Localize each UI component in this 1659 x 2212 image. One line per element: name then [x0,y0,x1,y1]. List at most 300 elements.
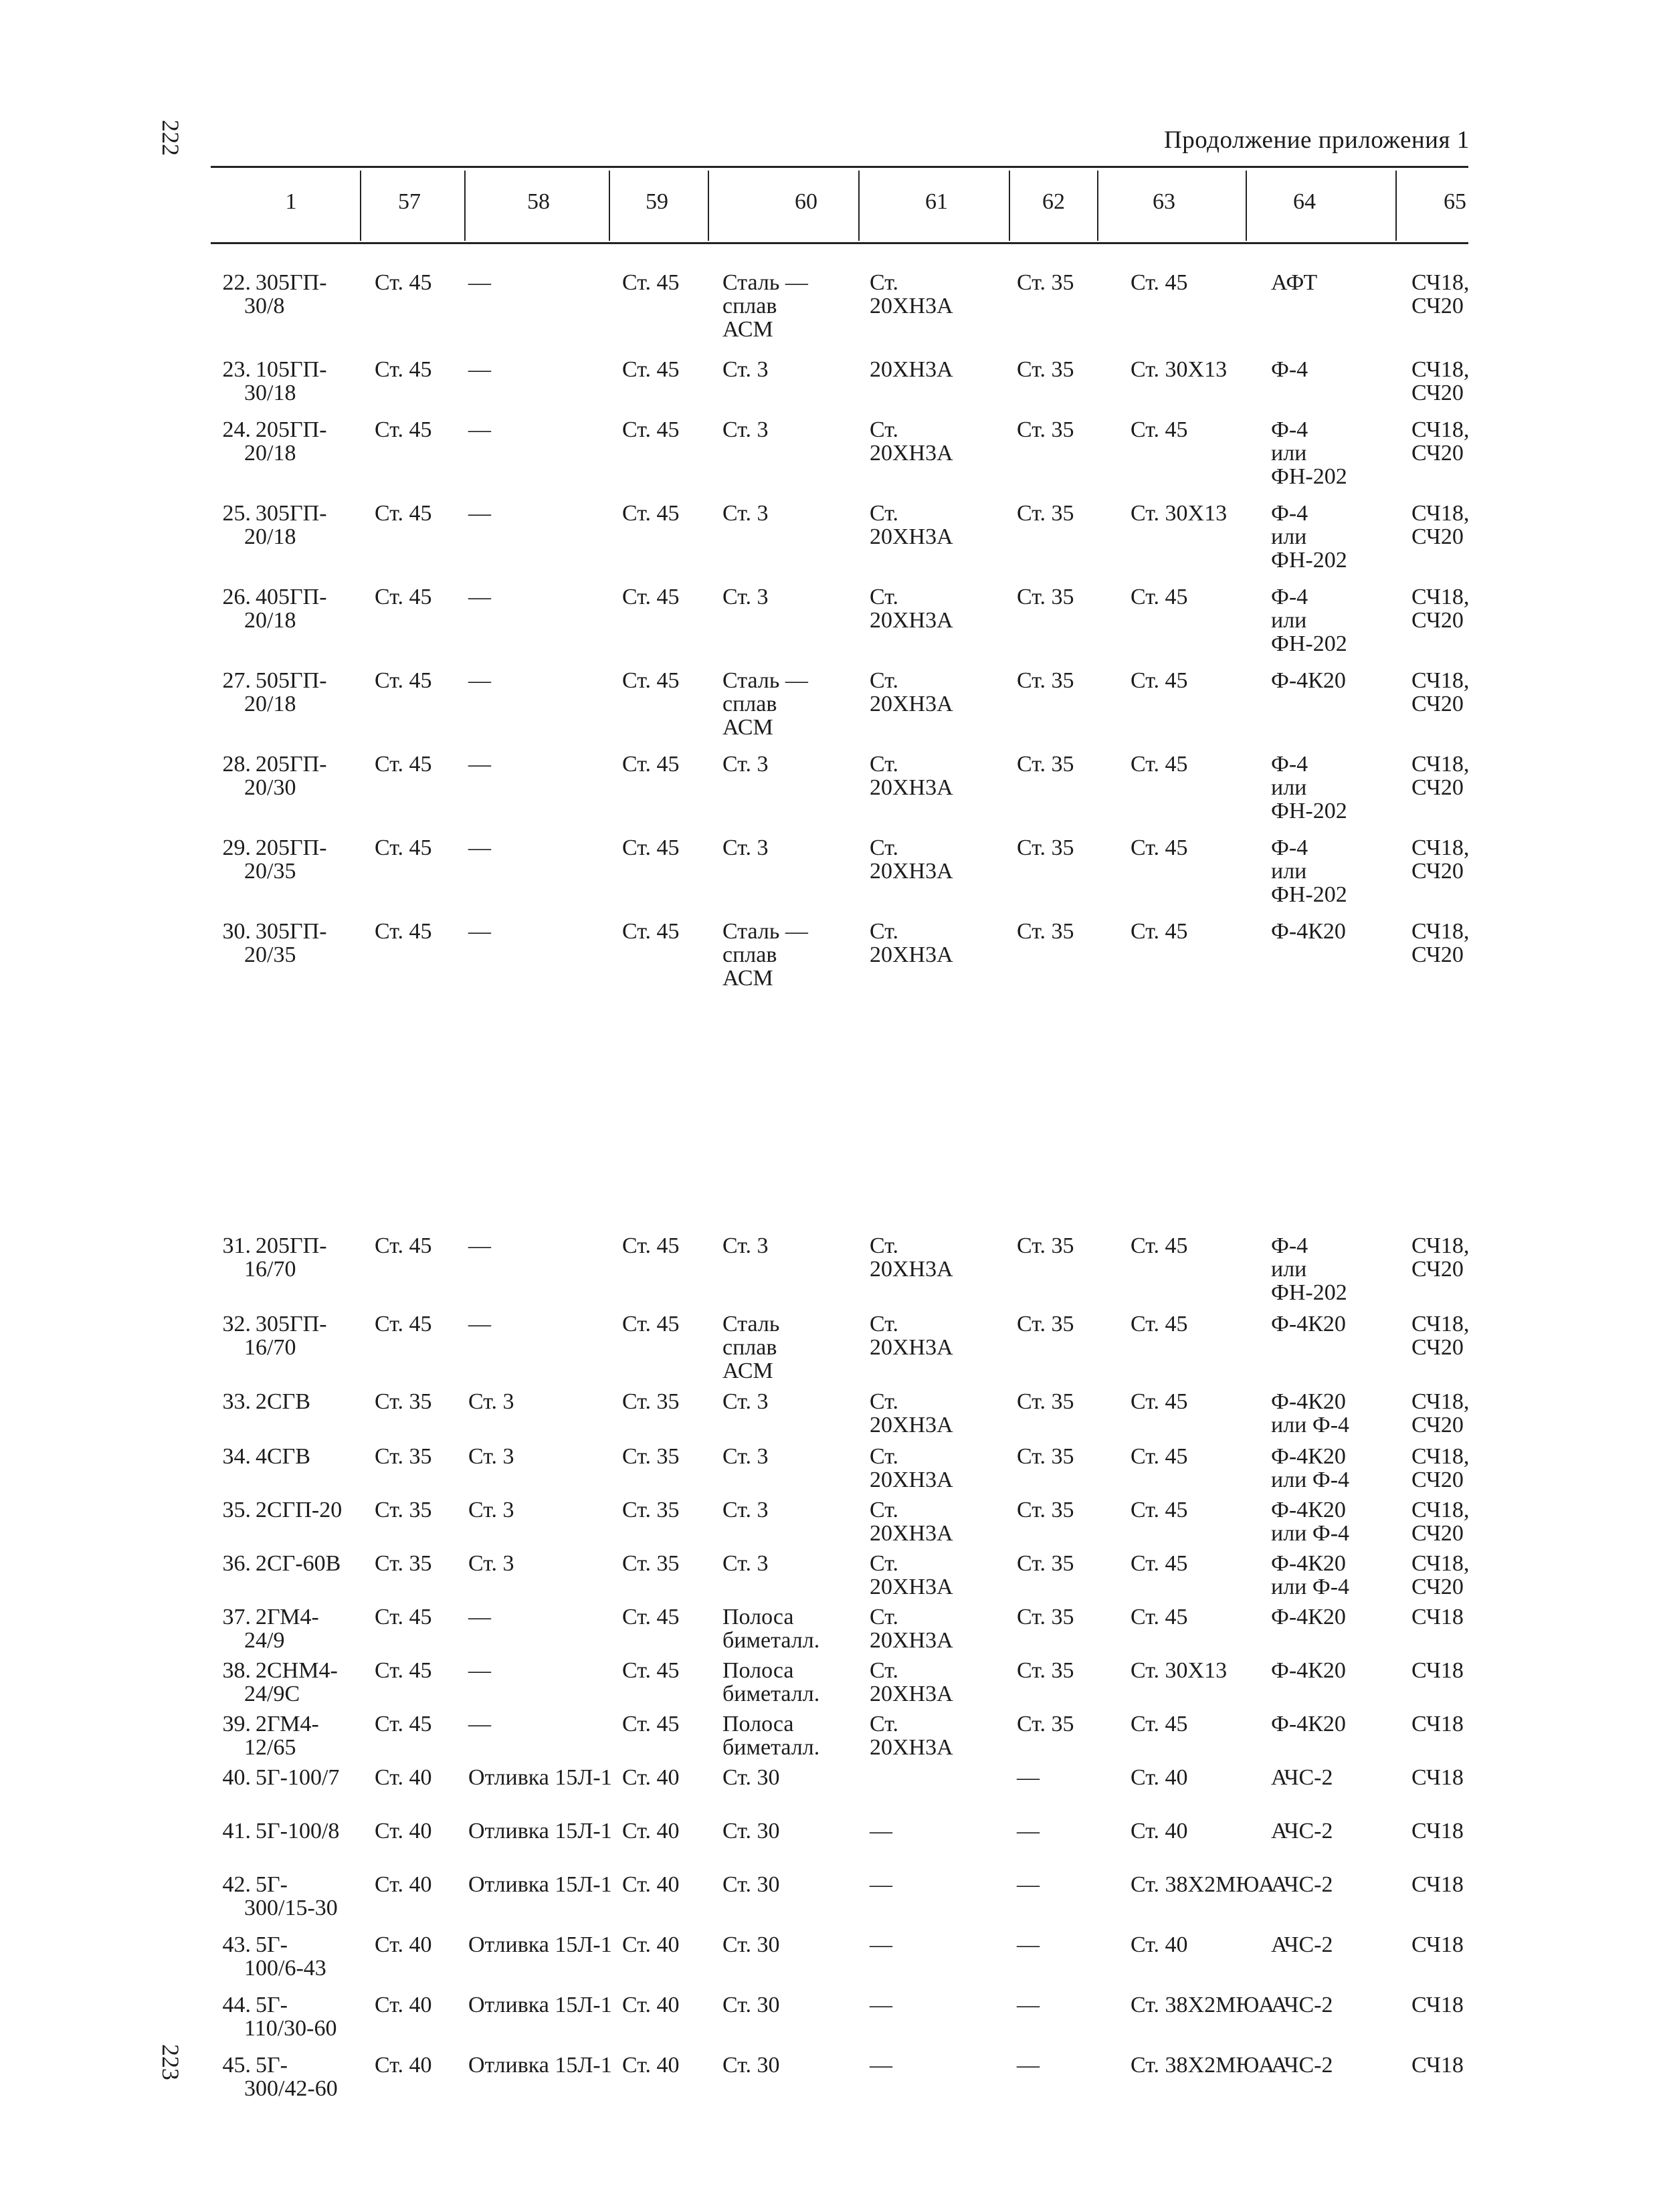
cell-col-61: 20ХН3А [870,524,953,549]
product-name: 20/35 [244,942,296,967]
product-name: 4СГВ [256,1444,311,1469]
cell-col-64: АЧС-2 [1271,1872,1333,1897]
cell-col-59: Ст. 45 [622,1312,680,1336]
cell-col-63: Ст. 45 [1131,919,1188,944]
cell-col-64: Ф-4 [1271,501,1308,526]
cell-col-59: Ст. 40 [622,1819,680,1843]
cell-col-65: СЧ18 [1411,1819,1464,1843]
cell-col-63: Ст. 30Х13 [1131,357,1228,382]
cell-col-65: СЧ20 [1411,1257,1464,1282]
cell-col-58: Отливка 15Л-1 [468,1993,612,2017]
product-name: 305ГП- [256,270,327,295]
cell-col-57: Ст. 45 [375,270,432,295]
cell-col-63: Ст. 45 [1131,1605,1188,1629]
cell-col-61: 20ХН3А [870,1335,953,1360]
cell-col-61: — [870,1819,892,1843]
cell-col-63: Ст. 45 [1131,1312,1188,1336]
cell-col-62: Ст. 35 [1017,668,1074,693]
cell-col-61: — [870,2053,892,2078]
cell-col-57: Ст. 40 [375,1932,432,1957]
cell-col-65: СЧ20 [1411,692,1464,716]
product-name: 105ГП- [256,357,327,382]
cell-col-65: СЧ18, [1411,270,1470,295]
cell-col-63: Ст. 40 [1131,1819,1188,1843]
cell-col-57: Ст. 45 [375,585,432,609]
cell-col-61: — [870,1932,892,1957]
cell-col-63: Ст. 30Х13 [1131,1658,1228,1683]
cell-col-65: СЧ18, [1411,501,1470,526]
cell-col-62: — [1017,1872,1040,1897]
cell-col-61: Ст. [870,1712,899,1736]
column-header-1: 1 [285,189,297,214]
row-number: 30. [222,919,251,944]
cell-col-60: сплав [722,1335,777,1360]
cell-col-61: 20ХН3А [870,692,953,716]
cell-col-59: Ст. 45 [622,919,680,944]
cell-col-63: Ст. 45 [1131,1389,1188,1414]
cell-col-64: или Ф-4 [1271,1468,1350,1492]
row-number: 40. [222,1765,251,1790]
cell-col-60: Ст. 3 [722,357,769,382]
product-name: 2СГП-20 [256,1498,343,1522]
cell-col-65: СЧ20 [1411,1575,1464,1599]
row-number: 29. [222,835,251,860]
cell-col-65: СЧ20 [1411,942,1464,967]
product-name: 2СНМ4- [256,1658,338,1683]
cell-col-64: АЧС-2 [1271,1993,1333,2017]
cell-col-63: Ст. 45 [1131,1712,1188,1736]
cell-col-58: — [468,417,491,442]
cell-col-64: или Ф-4 [1271,1575,1350,1599]
cell-col-59: Ст. 35 [622,1389,680,1414]
column-divider [708,171,709,241]
cell-col-57: Ст. 45 [375,1233,432,1258]
cell-col-64: Ф-4К20 [1271,1712,1346,1736]
cell-col-59: Ст. 45 [622,1712,680,1736]
cell-col-64: Ф-4 [1271,357,1308,382]
cell-col-59: Ст. 45 [622,270,680,295]
cell-col-62: Ст. 35 [1017,1444,1074,1469]
cell-col-61: 20ХН3А [870,357,953,382]
cell-col-60: Ст. 3 [722,417,769,442]
column-divider [1246,171,1247,241]
cell-col-58: — [468,1312,491,1336]
column-header-59: 59 [646,189,668,214]
column-header-58: 58 [527,189,550,214]
cell-col-64: АЧС-2 [1271,1765,1333,1790]
cell-col-58: — [468,1605,491,1629]
cell-col-57: Ст. 45 [375,501,432,526]
cell-col-60: Ст. 3 [722,752,769,777]
cell-col-59: Ст. 45 [622,752,680,777]
cell-col-64: Ф-4 [1271,1233,1308,1258]
cell-col-64: или [1271,775,1307,800]
cell-col-65: СЧ20 [1411,1521,1464,1546]
cell-col-64: Ф-4К20 [1271,1444,1346,1469]
cell-col-62: — [1017,1993,1040,2017]
row-number: 26. [222,585,251,609]
column-divider [1395,171,1397,241]
cell-col-61: 20ХН3А [870,1257,953,1282]
cell-col-57: Ст. 45 [375,1658,432,1683]
cell-col-57: Ст. 40 [375,1872,432,1897]
cell-col-64: АЧС-2 [1271,2053,1333,2078]
cell-col-64: Ф-4К20 [1271,1551,1346,1576]
cell-col-64: Ф-4К20 [1271,1498,1346,1522]
cell-col-62: Ст. 35 [1017,1312,1074,1336]
product-name: 16/70 [244,1257,296,1282]
cell-col-61: Ст. [870,1658,899,1683]
cell-col-63: Ст. 45 [1131,585,1188,609]
cell-col-62: Ст. 35 [1017,1233,1074,1258]
cell-col-58: Отливка 15Л-1 [468,1819,612,1843]
cell-col-64: ФН-202 [1271,548,1347,573]
cell-col-60: Сталь — [722,919,808,944]
cell-col-61: 20ХН3А [870,1468,953,1492]
cell-col-62: — [1017,1819,1040,1843]
cell-col-64: Ф-4 [1271,835,1308,860]
cell-col-60: Полоса [722,1712,794,1736]
cell-col-61: 20ХН3А [870,294,953,318]
row-number: 25. [222,501,251,526]
cell-col-65: СЧ18, [1411,417,1470,442]
cell-col-64: Ф-4К20 [1271,668,1346,693]
cell-col-64: АЧС-2 [1271,1932,1333,1957]
row-number: 36. [222,1551,251,1576]
cell-col-58: Отливка 15Л-1 [468,2053,612,2078]
cell-col-57: Ст. 45 [375,668,432,693]
cell-col-57: Ст. 40 [375,2053,432,2078]
row-number: 39. [222,1712,251,1736]
cell-col-64: или [1271,608,1307,633]
cell-col-58: Отливка 15Л-1 [468,1932,612,1957]
cell-col-58: Ст. 3 [468,1389,514,1414]
bottom-page-number: 223 [157,2044,184,2080]
cell-col-59: Ст. 40 [622,1932,680,1957]
cell-col-62: Ст. 35 [1017,1658,1074,1683]
product-name: 20/18 [244,608,296,633]
cell-col-65: СЧ20 [1411,775,1464,800]
cell-col-64: Ф-4К20 [1271,919,1346,944]
cell-col-60: Ст. 3 [722,1389,769,1414]
continuation-title: Продолжение приложения 1 [1164,126,1470,154]
cell-col-61: 20ХН3А [870,859,953,884]
cell-col-60: сплав [722,692,777,716]
cell-col-61: Ст. [870,501,899,526]
cell-col-57: Ст. 35 [375,1551,432,1576]
cell-col-61: Ст. [870,1233,899,1258]
product-name: 20/30 [244,775,296,800]
cell-col-65: СЧ20 [1411,608,1464,633]
cell-col-64: или Ф-4 [1271,1521,1350,1546]
cell-col-60: Сталь [722,1312,780,1336]
cell-col-63: Ст. 38Х2МЮА [1131,1872,1275,1897]
table-top-rule [211,166,1468,168]
cell-col-63: Ст. 38Х2МЮА [1131,1993,1275,2017]
row-number: 27. [222,668,251,693]
cell-col-62: — [1017,1932,1040,1957]
cell-col-58: Отливка 15Л-1 [468,1765,612,1790]
cell-col-60: АСМ [722,317,773,342]
cell-col-64: Ф-4К20 [1271,1312,1346,1336]
cell-col-65: СЧ20 [1411,381,1464,405]
cell-col-57: Ст. 45 [375,835,432,860]
product-name: 5Г-100/8 [256,1819,340,1843]
cell-col-59: Ст. 45 [622,357,680,382]
product-name: 16/70 [244,1335,296,1360]
cell-col-61: Ст. [870,270,899,295]
cell-col-65: СЧ18 [1411,1872,1464,1897]
product-name: 5Г- [256,1993,288,2017]
cell-col-58: — [468,1658,491,1683]
cell-col-58: — [468,585,491,609]
cell-col-62: Ст. 35 [1017,1605,1074,1629]
row-number: 43. [222,1932,251,1957]
cell-col-60: сплав [722,294,777,318]
cell-col-57: Ст. 45 [375,1712,432,1736]
cell-col-57: Ст. 45 [375,417,432,442]
cell-col-65: СЧ18 [1411,1605,1464,1629]
product-name: 305ГП- [256,501,327,526]
cell-col-57: Ст. 35 [375,1389,432,1414]
cell-col-60: АСМ [722,966,773,991]
cell-col-59: Ст. 45 [622,501,680,526]
cell-col-57: Ст. 45 [375,1605,432,1629]
product-name: 2СГ-60В [256,1551,341,1576]
cell-col-65: СЧ18 [1411,1932,1464,1957]
cell-col-63: Ст. 45 [1131,668,1188,693]
row-number: 31. [222,1233,251,1258]
cell-col-61: Ст. [870,1605,899,1629]
product-name: 205ГП- [256,417,327,442]
cell-col-57: Ст. 45 [375,752,432,777]
cell-col-65: СЧ18, [1411,1498,1470,1522]
cell-col-61: 20ХН3А [870,1628,953,1653]
product-name: 305ГП- [256,1312,327,1336]
cell-col-65: СЧ18, [1411,1551,1470,1576]
product-name: 5Г- [256,1872,288,1897]
column-header-65: 65 [1444,189,1466,214]
cell-col-65: СЧ18 [1411,1993,1464,2017]
cell-col-63: Ст. 45 [1131,417,1188,442]
column-header-61: 61 [925,189,948,214]
product-name: 2ГМ4- [256,1605,319,1629]
cell-col-64: ФН-202 [1271,631,1347,656]
cell-col-59: Ст. 45 [622,835,680,860]
cell-col-65: СЧ18 [1411,1712,1464,1736]
cell-col-60: Ст. 3 [722,1551,769,1576]
cell-col-61: 20ХН3А [870,608,953,633]
row-number: 38. [222,1658,251,1683]
cell-col-61: Ст. [870,417,899,442]
column-header-64: 64 [1293,189,1316,214]
cell-col-60: Ст. 3 [722,1233,769,1258]
cell-col-62: Ст. 35 [1017,919,1074,944]
cell-col-57: Ст. 45 [375,919,432,944]
cell-col-60: Полоса [722,1605,794,1629]
row-number: 37. [222,1605,251,1629]
column-divider [360,171,361,241]
cell-col-65: СЧ20 [1411,441,1464,466]
cell-col-58: — [468,835,491,860]
product-name: 505ГП- [256,668,327,693]
cell-col-58: Ст. 3 [468,1444,514,1469]
cell-col-57: Ст. 40 [375,1765,432,1790]
top-page-number: 222 [157,120,184,156]
cell-col-61: 20ХН3А [870,775,953,800]
row-number: 24. [222,417,251,442]
cell-col-63: Ст. 40 [1131,1765,1188,1790]
cell-col-59: Ст. 40 [622,2053,680,2078]
cell-col-62: Ст. 35 [1017,1551,1074,1576]
cell-col-59: Ст. 45 [622,1233,680,1258]
column-divider [609,171,610,241]
cell-col-65: СЧ18, [1411,1389,1470,1414]
cell-col-62: Ст. 35 [1017,501,1074,526]
cell-col-65: СЧ20 [1411,1335,1464,1360]
product-name: 2ГМ4- [256,1712,319,1736]
cell-col-59: Ст. 35 [622,1444,680,1469]
cell-col-65: СЧ18, [1411,1312,1470,1336]
cell-col-64: Ф-4К20 [1271,1389,1346,1414]
cell-col-65: СЧ18, [1411,835,1470,860]
cell-col-61: Ст. [870,1389,899,1414]
product-name: 300/42-60 [244,2076,338,2101]
cell-col-59: Ст. 45 [622,417,680,442]
cell-col-63: Ст. 30Х13 [1131,501,1228,526]
row-number: 35. [222,1498,251,1522]
cell-col-59: Ст. 35 [622,1551,680,1576]
cell-col-65: СЧ18, [1411,668,1470,693]
cell-col-60: биметалл. [722,1735,820,1760]
cell-col-65: СЧ18, [1411,752,1470,777]
cell-col-65: СЧ18, [1411,585,1470,609]
cell-col-63: Ст. 45 [1131,1498,1188,1522]
cell-col-64: Ф-4 [1271,585,1308,609]
product-name: 5Г- [256,2053,288,2078]
cell-col-60: Ст. 30 [722,1872,780,1897]
cell-col-57: Ст. 40 [375,1993,432,2017]
cell-col-62: — [1017,1765,1040,1790]
cell-col-60: биметалл. [722,1682,820,1706]
table-header-rule [211,242,1468,244]
cell-col-65: СЧ20 [1411,1413,1464,1437]
cell-col-65: СЧ20 [1411,524,1464,549]
row-number: 23. [222,357,251,382]
cell-col-65: СЧ18, [1411,919,1470,944]
cell-col-59: Ст. 35 [622,1498,680,1522]
cell-col-60: Ст. 3 [722,1498,769,1522]
cell-col-57: Ст. 40 [375,1819,432,1843]
cell-col-59: Ст. 45 [622,1658,680,1683]
column-header-57: 57 [398,189,421,214]
product-name: 110/30-60 [244,2016,337,2041]
product-name: 405ГП- [256,585,327,609]
cell-col-57: Ст. 45 [375,357,432,382]
row-number: 28. [222,752,251,777]
column-header-63: 63 [1153,189,1175,214]
row-number: 22. [222,270,251,295]
cell-col-62: Ст. 35 [1017,357,1074,382]
row-number: 32. [222,1312,251,1336]
product-name: 20/18 [244,524,296,549]
column-divider [1097,171,1098,241]
cell-col-65: СЧ18, [1411,357,1470,382]
cell-col-59: Ст. 45 [622,585,680,609]
cell-col-62: Ст. 35 [1017,585,1074,609]
cell-col-58: — [468,752,491,777]
cell-col-63: Ст. 45 [1131,1233,1188,1258]
product-name: 30/8 [244,294,285,318]
row-number: 34. [222,1444,251,1469]
cell-col-63: Ст. 38Х2МЮА [1131,2053,1275,2078]
cell-col-64: Ф-4 [1271,752,1308,777]
cell-col-62: Ст. 35 [1017,752,1074,777]
cell-col-65: СЧ18 [1411,1658,1464,1683]
product-name: 20/18 [244,441,296,466]
cell-col-60: Ст. 3 [722,585,769,609]
cell-col-61: Ст. [870,752,899,777]
cell-col-58: Ст. 3 [468,1498,514,1522]
column-header-62: 62 [1042,189,1065,214]
product-name: 2СГВ [256,1389,311,1414]
cell-col-60: АСМ [722,715,773,740]
cell-col-63: Ст. 40 [1131,1932,1188,1957]
cell-col-57: Ст. 35 [375,1444,432,1469]
product-name: 205ГП- [256,752,327,777]
product-name: 205ГП- [256,1233,327,1258]
cell-col-61: 20ХН3А [870,1735,953,1760]
row-number: 44. [222,1993,251,2017]
cell-col-60: Сталь — [722,270,808,295]
cell-col-62: Ст. 35 [1017,1712,1074,1736]
cell-col-64: или [1271,1257,1307,1282]
cell-col-59: Ст. 40 [622,1872,680,1897]
cell-col-61: Ст. [870,585,899,609]
product-name: 30/18 [244,381,296,405]
cell-col-64: АЧС-2 [1271,1819,1333,1843]
product-name: 12/65 [244,1735,296,1760]
row-number: 41. [222,1819,251,1843]
cell-col-64: или [1271,441,1307,466]
cell-col-60: Ст. 30 [722,2053,780,2078]
product-name: 100/6-43 [244,1956,326,1981]
cell-col-64: Ф-4К20 [1271,1605,1346,1629]
cell-col-58: — [468,1712,491,1736]
cell-col-62: Ст. 35 [1017,1498,1074,1522]
cell-col-64: ФН-202 [1271,882,1347,907]
cell-col-60: Ст. 30 [722,1932,780,1957]
cell-col-59: Ст. 45 [622,1605,680,1629]
cell-col-58: — [468,270,491,295]
row-number: 33. [222,1389,251,1414]
cell-col-64: Ф-4К20 [1271,1658,1346,1683]
cell-col-58: — [468,919,491,944]
cell-col-64: ФН-202 [1271,799,1347,823]
cell-col-58: — [468,501,491,526]
cell-col-65: СЧ18 [1411,2053,1464,2078]
cell-col-61: — [870,1993,892,2017]
cell-col-60: АСМ [722,1359,773,1383]
cell-col-61: Ст. [870,835,899,860]
cell-col-60: Ст. 30 [722,1765,780,1790]
column-divider [464,171,466,241]
cell-col-61: Ст. [870,1551,899,1576]
cell-col-63: Ст. 45 [1131,270,1188,295]
cell-col-64: или [1271,859,1307,884]
cell-col-64: АФТ [1271,270,1318,295]
cell-col-61: — [870,1872,892,1897]
